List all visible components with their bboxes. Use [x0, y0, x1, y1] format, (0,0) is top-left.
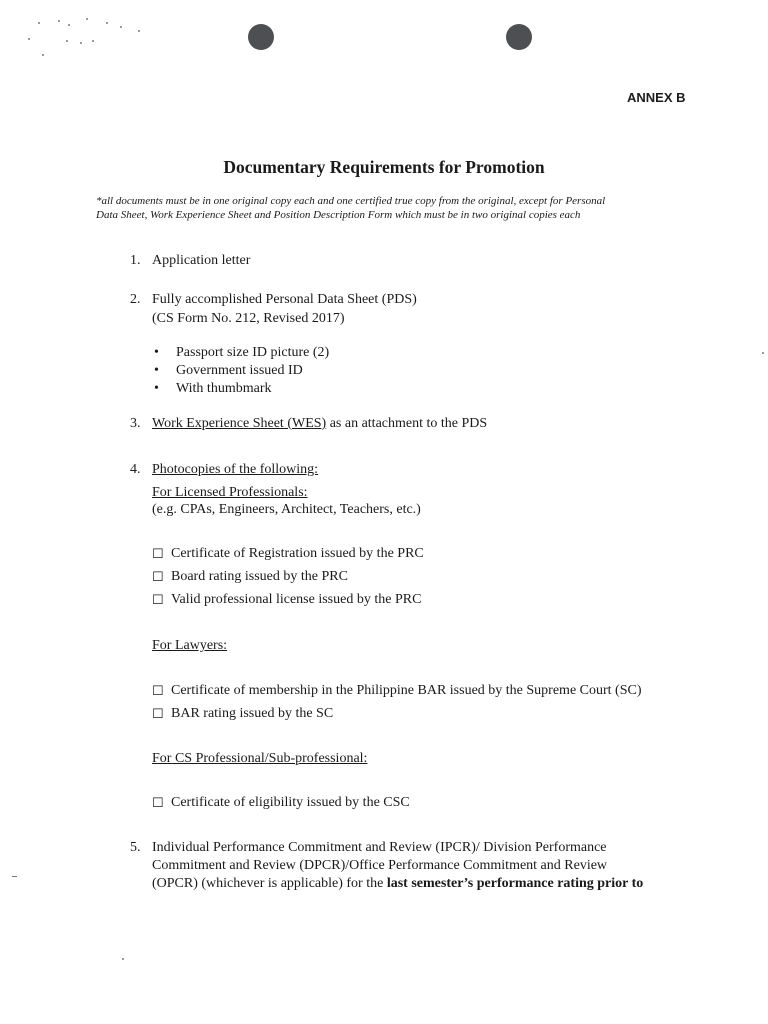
- bullet-icon: •: [154, 345, 159, 360]
- checkbox-icon: ☐: [152, 592, 164, 607]
- item-4-number: 4.: [130, 462, 141, 477]
- lawyers-heading: For Lawyers:: [152, 638, 228, 653]
- checkbox-icon: ☐: [152, 546, 164, 561]
- item-2-line-1: Fully accomplished Personal Data Sheet (PDS): [152, 292, 417, 307]
- licensed-heading: For Licensed Professionals:: [152, 485, 308, 500]
- requirements-note: [96, 194, 696, 222]
- punch-hole-right: [506, 24, 532, 50]
- licensed-item-1: Certificate of Registration issued by the PRC: [171, 546, 424, 561]
- item-5-line-2: Commitment and Review (DPCR)/Office Performance Commitment and Review: [152, 858, 608, 873]
- item-2-bullet-1: Passport size ID picture (2): [176, 345, 330, 360]
- bullet-icon: •: [154, 363, 159, 378]
- punch-hole-left: [248, 24, 274, 50]
- item-1-number: 1.: [130, 253, 141, 268]
- annex-label: ANNEX B: [627, 90, 686, 105]
- item-3-rest: as an attachment to the PDS: [326, 416, 488, 431]
- item-2-bullet-3: With thumbmark: [176, 381, 272, 396]
- cs-item-1: Certificate of eligibility issued by the CSC: [171, 795, 410, 810]
- licensed-example: (e.g. CPAs, Engineers, Architect, Teachers, etc.): [152, 502, 421, 517]
- licensed-item-3: Valid professional license issued by the PRC: [171, 592, 422, 607]
- cs-heading: For CS Professional/Sub-professional:: [152, 751, 368, 766]
- item-5-line-3-normal: (OPCR) (whichever is applicable) for the: [152, 876, 387, 891]
- item-3-number: 3.: [130, 416, 141, 431]
- note-line-1: *all documents must be in one original copy each and one certified true copy from the original, except for Personal: [96, 195, 606, 207]
- item-2-line-2: (CS Form No. 212, Revised 2017): [152, 311, 345, 326]
- note-line-2: Data Sheet, Work Experience Sheet and Position Description Form which must be in two original copies each: [96, 209, 581, 221]
- item-4-heading: Photocopies of the following:: [152, 462, 319, 477]
- item-1-text: Application letter: [152, 253, 251, 268]
- document-title: Documentary Requirements for Promotion: [223, 157, 545, 177]
- item-2-number: 2.: [130, 292, 141, 307]
- item-2-bullet-2: Government issued ID: [176, 363, 303, 378]
- lawyers-item-2: BAR rating issued by the SC: [171, 706, 334, 721]
- checkbox-icon: ☐: [152, 569, 164, 584]
- item-5-number: 5.: [130, 840, 141, 855]
- licensed-item-2: Board rating issued by the PRC: [171, 569, 348, 584]
- item-3-underlined: Work Experience Sheet (WES): [152, 416, 327, 431]
- checkbox-icon: ☐: [152, 683, 164, 698]
- lawyers-item-1: Certificate of membership in the Philippine BAR issued by the Supreme Court (SC): [171, 683, 642, 698]
- checkbox-icon: ☐: [152, 706, 164, 721]
- item-5-line-1: Individual Performance Commitment and Review (IPCR)/ Division Performance: [152, 840, 607, 855]
- bullet-icon: •: [154, 381, 159, 396]
- item-3-text: [152, 416, 487, 432]
- item-5-line-3-bold: last semester’s performance rating prior to: [386, 876, 644, 891]
- checkbox-icon: ☐: [152, 795, 164, 810]
- item-5-line-3: [152, 876, 643, 892]
